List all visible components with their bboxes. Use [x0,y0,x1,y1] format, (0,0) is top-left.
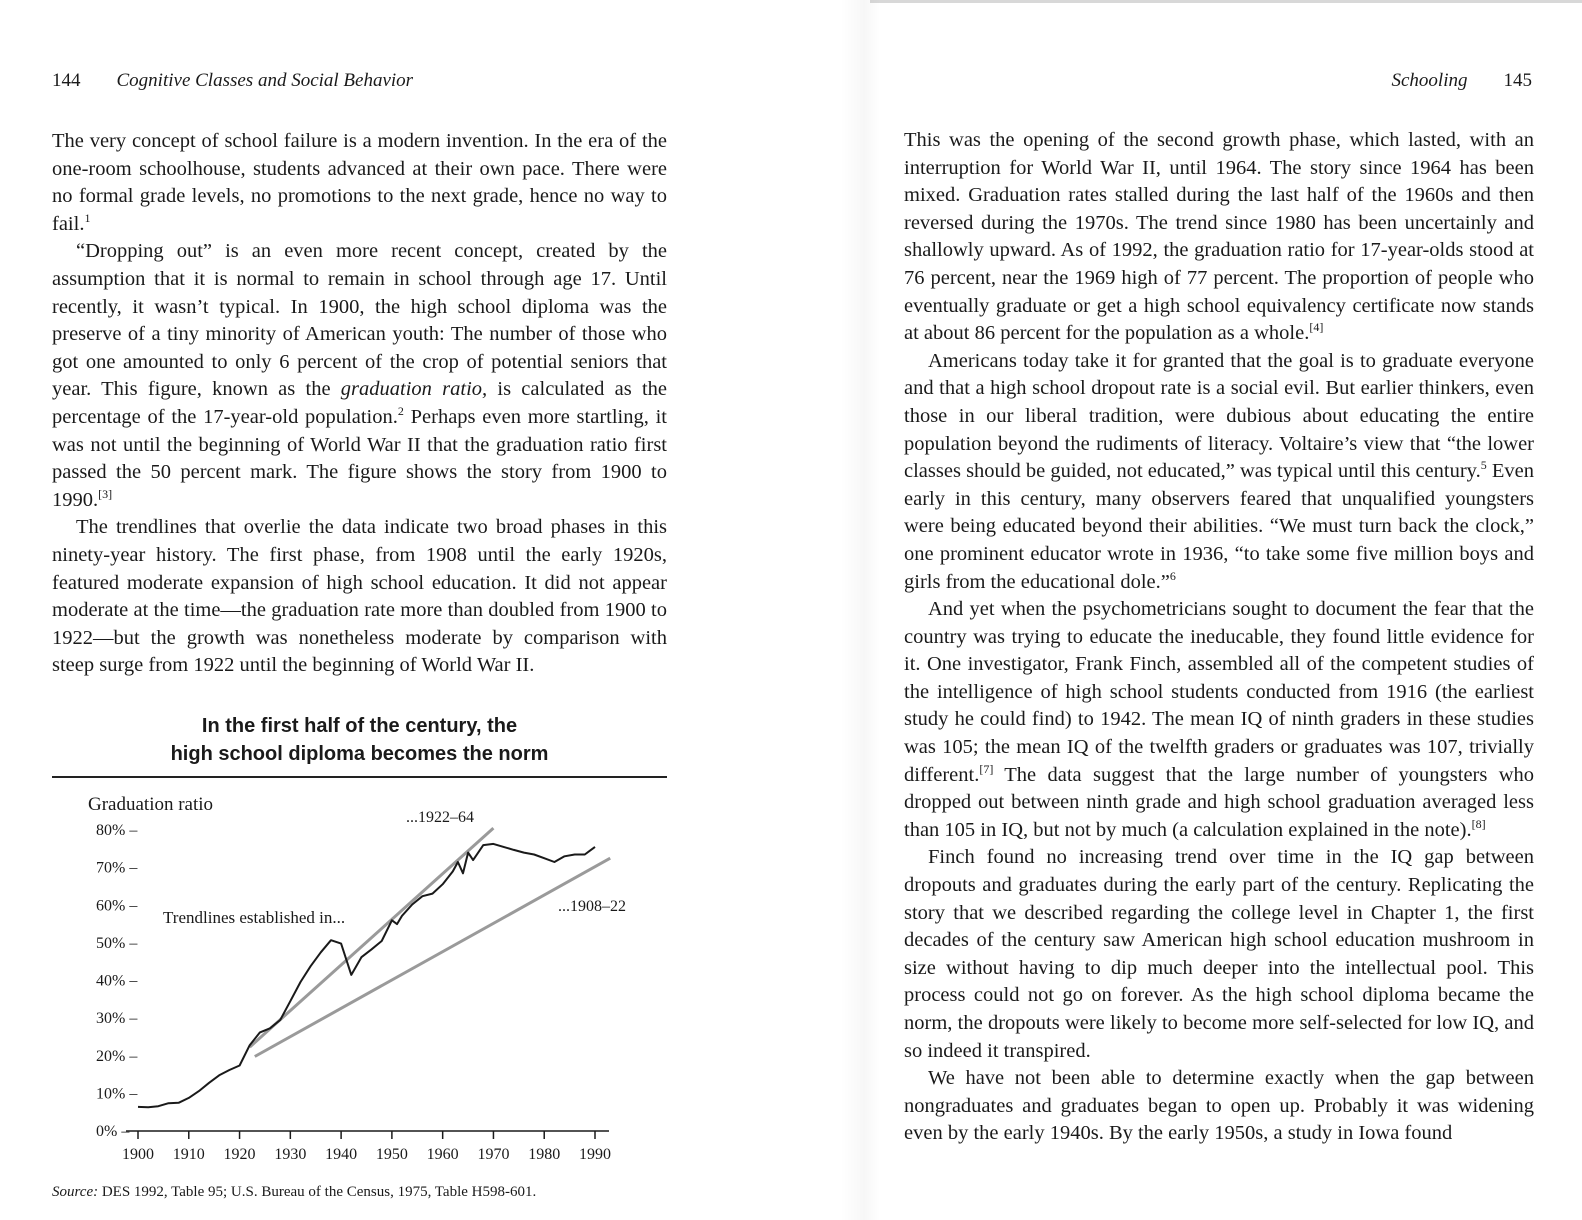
right-body-text [904,127,1534,1148]
x-tick-label: 1900 [122,1146,154,1163]
x-tick-label: 1910 [172,1146,205,1163]
running-head-title: Cognitive Classes and Social Behavior [116,70,414,91]
y-tick-label: 40% – [96,972,138,990]
footnote-ref[interactable]: 2 [397,404,404,419]
footnote-ref[interactable]: 1 [84,210,91,225]
figure-title [52,712,667,768]
x-tick-label: 1980 [528,1146,561,1163]
right-page [880,0,1582,1220]
data-series [138,844,595,1107]
x-axis [122,1131,611,1163]
running-head-left [52,70,413,92]
running-head-title: Schooling [1391,70,1468,91]
trendline-2 [255,858,610,1056]
term: graduation ratio, [340,378,488,401]
trendlines [250,828,611,1056]
y-tick-label: 60% – [96,897,138,915]
paragraph: Americans today take it for granted that the goal is to graduate everyone and that a high school dropout rate is a social evil. But earlier thinkers, even those in our liberal tradition, were dubious about educating the entire population beyond the rudiments of literacy. Voltaire’s view that “the lower classes should be guided, not educated,” was typical until this century.$^5$ Even early in this century, many observers feared that unqualified youngsters were being educated beyond their abilities. “We must turn back the clock,” one prominent educator wrote in 1936, “to take some five million boys and girls from the educational dole.”$^6$ [904,349,1535,593]
footnote-ref[interactable]: 6 [1169,568,1176,583]
y-tick-label: 10% – [96,1085,138,1103]
trendline-annotation: Trendlines established in... [163,908,346,927]
page-number: 145 [1503,70,1532,91]
figure-source [52,1184,536,1201]
figure-rule [52,776,667,778]
y-axis-label: Graduation ratio [88,794,214,815]
paragraph: We have not been able to determine exactly when the gap between nongraduates and graduates began to open up. Probably it was widening even by the early 1940s. By the early 1950s, a study in Iowa found [904,1067,1534,1145]
trendline-label-1908-22: ...1908–22 [558,898,626,915]
y-tick-label: 80% – [96,822,138,839]
y-tick-label: 20% – [96,1047,138,1065]
paragraph: “Dropping out” is an even more recent concept, created by the assumption that it is normal to remain in school through age 17. Until recently, it wasn’t typical. In 1900, the high school diploma was the preserve of a tiny minority of American youth: The number of those who got one amounted to only 6 percent of the crop of potential seniors that year. This figure, known as the graduation ratio, is calculated as the percentage of the 17-year-old population.$^2$ Perhaps even more startling, it was not until the beginning of World War II that the graduation ratio first passed the 50 percent mark. The figure shows the story from 1900 to 1990.[3] [52,240,667,511]
x-tick-label: 1940 [325,1146,358,1163]
x-tick-label: 1990 [579,1146,611,1163]
paragraph: The trendlines that overlie the data indicate two broad phases in this ninety-year history. The first phase, from 1908 until the early 1920s, featured moderate expansion of high school education. It did not appear moderate at the time—the graduation rate more than doubled from 1900 to 1922—but the growth was nonetheless moderate by comparison with steep surge from 1922 until the beginning of World War II. [52,516,667,677]
footnote-ref[interactable]: [7] [979,761,994,776]
footnote-ref[interactable]: [4] [1309,320,1324,335]
graduation-ratio-line [138,844,595,1107]
paragraph: This was the opening of the second growth phase, which lasted, with an interruption for World War II, until 1964. The story since 1964 has been mixed. Graduation rates stalled during the last half of the 1960s and then reversed during the 1970s. The trend since 1980 has been uncertainly and shallowly upward. As of 1992, the graduation ratio for 17-year-olds stood at 76 percent, near the 1969 high of 77 percent. The proportion of people who eventually graduate or get a high school equivalency certificate now stands at about 86 percent for the population as a whole.[4] [904,129,1534,345]
figure-title-line: In the first half of the century, the [201,715,518,737]
source-label: Source: [52,1184,99,1200]
x-tick-label: 1930 [274,1146,307,1163]
y-axis [96,822,138,1140]
paragraph: The very concept of school failure is a modern invention. In the era of the one-room schoolhouse, students advanced at their own pace. There were no formal grade levels, no promotions to the next grade, hence no way to fail.$^1$ [52,130,667,235]
book-spine [840,0,880,1220]
paragraph: And yet when the psychometricians sought to document the fear that the country was trying to educate the ineducable, they found little evidence for it. One investigator, Frank Finch, assembled all of the competent studies of the intelligence of high school students conducted from 1916 (the earliest study he could find) to 1942. The mean IQ of ninth graders in these studies was 105; the mean IQ of the twelfth graders or graduates was 107, trivially different.[7] The data suggest that the large number of youngsters who dropped out between ninth grade and high school graduation averaged less than 105 in IQ, but not by much (a calculation explained in the note).[8] [904,598,1534,841]
running-head-right [1392,70,1533,92]
y-tick-label: 50% – [96,934,138,952]
graduation-ratio-chart [52,780,672,1180]
footnote-ref[interactable]: 5 [1480,458,1487,473]
footnote-ref[interactable]: [8] [1471,817,1486,832]
x-tick-label: 1950 [375,1146,408,1163]
left-page [0,0,760,1220]
trendline-label-1922-64: ...1922–64 [406,809,474,826]
x-tick-label: 1920 [223,1146,256,1163]
trendline-1 [250,828,494,1047]
page-number: 144 [52,70,81,91]
footnote-ref[interactable]: [3] [98,486,113,501]
x-tick-label: 1960 [426,1146,459,1163]
y-tick-label: 0% – [96,1123,130,1140]
x-tick-label: 1970 [477,1146,510,1163]
y-tick-label: 70% – [96,859,138,877]
paragraph: Finch found no increasing trend over time in the IQ gap between dropouts and graduates during the early part of the century. Replicating the story that we described regarding the college level in Chapter 1, the first decades of the century saw American high school education mushroom in size without having to dip much deeper into the intellectual pool. This process could not go on forever. As the high school diploma became the norm, the dropouts were likely to become more self-selected for low IQ, and so indeed it transpired. [904,846,1534,1062]
left-body-text [52,128,667,680]
source-text: DES 1992, Table 95; U.S. Bureau of the Census, 1975, Table H598-601. [98,1184,537,1200]
y-tick-label: 30% – [96,1010,138,1028]
figure-title-line: high school diploma becomes the norm [170,743,549,765]
